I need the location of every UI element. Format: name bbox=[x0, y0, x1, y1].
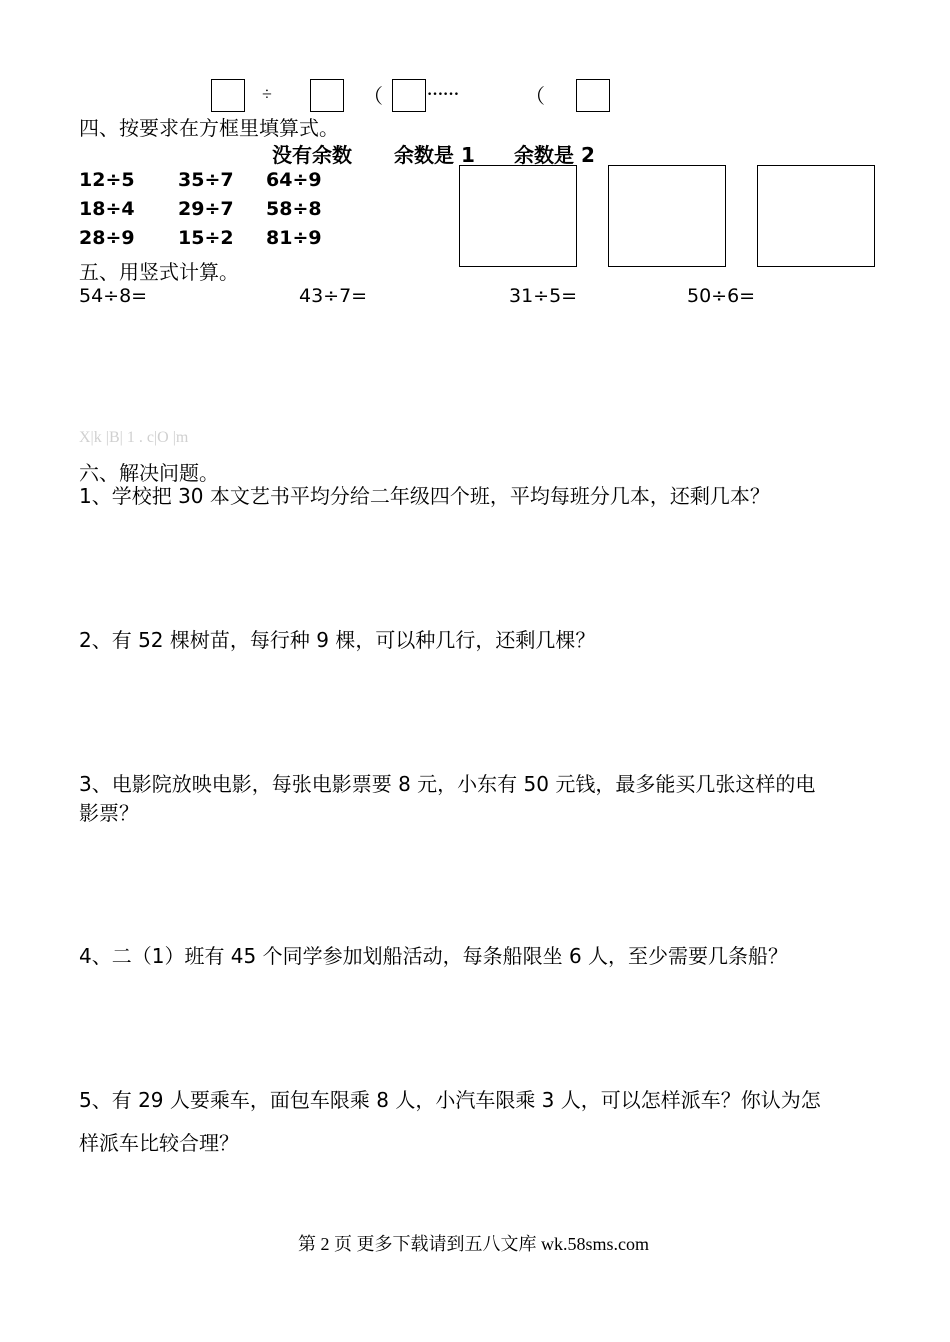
expr-r1-c1: 12÷5 bbox=[79, 169, 135, 191]
divide-sign: ÷ bbox=[262, 84, 272, 104]
page-footer: 第 2 页 更多下载请到五八文库 wk.58sms.com bbox=[298, 1234, 649, 1254]
vertical-calc-3: 31÷5= bbox=[509, 285, 578, 307]
problem-2: 2、有 52 棵树苗，每行种 9 棵，可以种几行，还剩几棵？ bbox=[79, 628, 596, 652]
fill-box-remainder-2 bbox=[757, 165, 875, 267]
expr-r2-c1: 18÷4 bbox=[79, 198, 135, 220]
problem-4: 4、二（1）班有 45 个同学参加划船活动，每条船限坐 6 人，至少需要几条船？ bbox=[79, 944, 789, 968]
vertical-calc-4: 50÷6= bbox=[687, 285, 756, 307]
expr-r2-c2: 29÷7 bbox=[178, 198, 234, 220]
fill-box-no-remainder bbox=[459, 165, 577, 267]
col-header-remainder-1: 余数是 1 bbox=[394, 143, 475, 167]
expr-r3-c2: 15÷2 bbox=[178, 227, 234, 249]
col-header-no-remainder: 没有余数 bbox=[272, 143, 352, 167]
problem-5-line1: 5、有 29 人要乘车，面包车限乘 8 人，小汽车限乘 3 人，可以怎样派车？你认为怎 bbox=[79, 1088, 821, 1112]
fill-box-remainder-1 bbox=[608, 165, 726, 267]
answer-box-top-2 bbox=[310, 79, 344, 112]
vertical-calc-1: 54÷8= bbox=[79, 285, 148, 307]
expr-r1-c3: 64÷9 bbox=[266, 169, 322, 191]
section4-heading: 四、按要求在方框里填算式。 bbox=[79, 116, 339, 140]
section6-heading: 六、解决问题。 bbox=[79, 461, 219, 485]
answer-box-top-1 bbox=[211, 79, 245, 112]
ellipsis-dots: …… bbox=[427, 82, 459, 99]
expr-r3-c1: 28÷9 bbox=[79, 227, 135, 249]
problem-3-line1: 3、电影院放映电影，每张电影票要 8 元，小东有 50 元钱，最多能买几张这样的电 bbox=[79, 772, 816, 796]
vertical-calc-2: 43÷7= bbox=[299, 285, 368, 307]
paren-left-1: （ bbox=[363, 84, 383, 108]
expr-r2-c3: 58÷8 bbox=[266, 198, 322, 220]
expr-r3-c3: 81÷9 bbox=[266, 227, 322, 249]
problem-3-line2: 影票？ bbox=[79, 801, 139, 825]
answer-box-top-3 bbox=[392, 79, 426, 112]
paren-left-2: （ bbox=[525, 84, 545, 108]
watermark: X|k |B| 1 . c|O |m bbox=[79, 429, 189, 446]
col-header-remainder-2: 余数是 2 bbox=[514, 143, 595, 167]
expr-r1-c2: 35÷7 bbox=[178, 169, 234, 191]
problem-1: 1、学校把 30 本文艺书平均分给二年级四个班，平均每班分几本，还剩几本？ bbox=[79, 484, 770, 508]
answer-box-top-4 bbox=[576, 79, 610, 112]
problem-5-line2: 样派车比较合理？ bbox=[79, 1131, 239, 1155]
section5-heading: 五、用竖式计算。 bbox=[79, 260, 239, 284]
